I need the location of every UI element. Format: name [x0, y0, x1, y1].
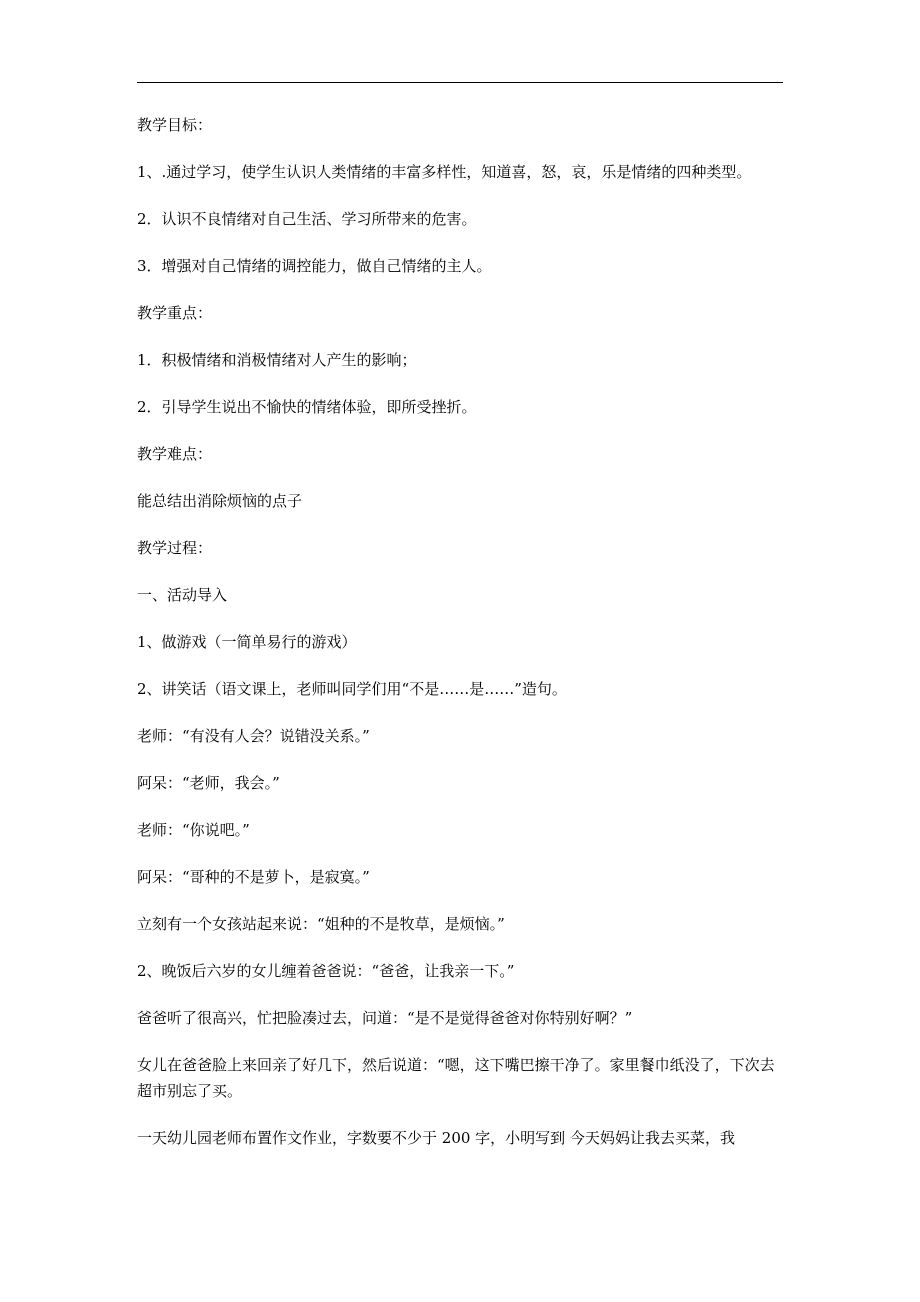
section-heading-objectives: 教学目标： — [137, 116, 213, 134]
objective-item: 2．认识不良情绪对自己生活、学习所带来的危害。 — [137, 210, 477, 228]
objective-item: 3．增强对自己情绪的调控能力，做自己情绪的主人。 — [137, 257, 492, 275]
dialogue-line: 立刻有一个女孩站起来说：“姐种的不是牧草，是烦恼。” — [137, 915, 505, 933]
dialogue-line: 老师：“有没有人会？说错没关系。” — [137, 727, 370, 745]
section-heading-difficulties: 教学难点： — [137, 445, 213, 463]
story-paragraph: 女儿在爸爸脸上来回亲了好几下，然后说道：“嗯，这下嘴巴擦干净了。家里餐巾纸没了，下次去超市别忘了买。 — [137, 1056, 775, 1100]
section-heading-process: 教学过程： — [137, 539, 213, 557]
objective-item: 1、.通过学习，使学生认识人类情绪的丰富多样性，知道喜，怒，哀，乐是情绪的四种类型。 — [137, 163, 752, 181]
story-paragraph: 2、晚饭后六岁的女儿缠着爸爸说：“爸爸，让我亲一下。” — [137, 962, 515, 980]
section-heading-key-points: 教学重点： — [137, 304, 213, 322]
dialogue-line: 老师：“你说吧。” — [137, 821, 250, 839]
story-paragraph: 爸爸听了很高兴，忙把脸凑过去，问道：“是不是觉得爸爸对你特别好啊？” — [137, 1009, 633, 1027]
dialogue-line: 阿呆：“哥种的不是萝卜，是寂寞。” — [137, 868, 370, 886]
activity-item: 1、做游戏（一简单易行的游戏） — [137, 633, 357, 651]
dialogue-line: 阿呆：“老师，我会。” — [137, 774, 280, 792]
key-point-item: 2．引导学生说出不愉快的情绪体验，即所受挫折。 — [137, 398, 477, 416]
subsection-heading: 一、活动导入 — [137, 586, 228, 604]
key-point-item: 1．积极情绪和消极情绪对人产生的影响； — [137, 351, 417, 369]
difficulty-item: 能总结出消除烦恼的点子 — [137, 492, 303, 510]
header-rule — [137, 82, 783, 83]
document-body — [137, 112, 787, 1172]
story-paragraph: 一天幼儿园老师布置作文作业，字数要不少于 200 字，小明写到 今天妈妈让我去买菜，我 — [137, 1129, 735, 1147]
activity-item: 2、讲笑话（语文课上，老师叫同学们用“不是……是……”造句。 — [137, 680, 567, 698]
